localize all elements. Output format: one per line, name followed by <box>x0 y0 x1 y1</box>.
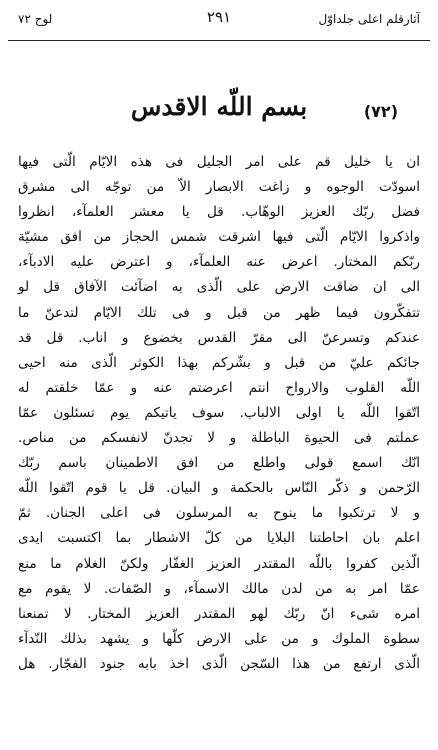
text-line: فضل ربّك العزيز الوهّاب. قل يا معشر العلمآء، انظروا <box>18 204 420 221</box>
text-line: الرّحمن و ذكّر النّاس بالحكمة و البيان. قل يا قوم اتّقوا اللّه <box>18 480 420 497</box>
book-title: آثارقلم اعلى جلداوّل <box>318 12 420 26</box>
text-line: الّذى ارتفع من هذا السّجن الّذى اخذ بابه جنود الفجّار. هل <box>18 655 420 672</box>
text-line: اعلم بان احاطتنا البلايا من كلّ الاشطار بما اكتسبت ايدى <box>18 530 420 547</box>
text-line: الّذين كفروا باللّه المقتدر العزيز الغفّار ولكنّ الغلام ما منع <box>18 555 420 572</box>
text-line: امره شىء انّ ربّك لهو المقتدر العزيز المختار. لا تمنعنا <box>18 605 420 622</box>
page-number: ٢٩١ <box>206 8 232 26</box>
text-line: اسودّت الوجوه و زاغت الابصار الاّ من توجّه الى مشرق <box>18 179 420 196</box>
text-line: تتفكّرون فيما ظهر من قبل و فى تلك الايّام لتدعنّ ما <box>18 304 420 321</box>
tablet-title: بسم اللّه الاقدس <box>130 92 308 121</box>
tablet-heading <box>0 92 438 132</box>
text-line: ان يا خليل قم على امر الجليل فى هذه الايّام الّتى فيها <box>18 154 420 170</box>
text-line: سطوة الملوك و من على الارض كلّها و يشهد بذلك النّدآء <box>18 630 420 647</box>
text-line: انّك اسمع قولى واطلع من افق الاطمينان باسم ربّك <box>18 455 420 472</box>
text-line: عندكم وتسرعنّ الى مقرّ القدس بخضوع و اناب. قل قد <box>18 329 420 346</box>
header-rule <box>8 40 430 41</box>
text-line: عملتم فى الحيوة الباطلة و لا تجدنّ لانفسكم من مناص. <box>18 430 420 447</box>
text-line: واذكروا الايّام الّتى فيها اشرقت شمس الحجاز من افق مشيّة <box>18 229 420 246</box>
text-line: و لا ترتكبوا ما ينوح به المرسلون فى اعلى الجنان. ثمّ <box>18 505 420 522</box>
text-line: جائكم عليّ من قبل و بشّركم بهذا الكوثر الّذى منه احيى <box>18 354 420 371</box>
text-line: ربّكم المختار. اعرض عنه العلمآء، و اعترض عليه الادبآء، <box>18 254 420 271</box>
text-line: اللّه القلوب والارواح انتم اعرضتم عنه و عمّا خلقتم له <box>18 379 420 396</box>
text-line: الى ان ضاقت الارض على الّذى به اضآئت الآفاق قل لو <box>18 279 420 296</box>
body-text <box>18 150 420 677</box>
text-line: اتّقوا اللّه يا اولى الالباب. سوف ياتيكم يوم تسئلون عمّا <box>18 404 420 421</box>
tablet-number: (٧٢) <box>363 102 398 121</box>
text-line: عمّا امر به من لدن مالك الاسمآء، و الصّفات. لا يقوم مع <box>18 580 420 597</box>
page-header <box>0 6 438 32</box>
tablet-label: لوح ٧٢ <box>18 12 53 26</box>
